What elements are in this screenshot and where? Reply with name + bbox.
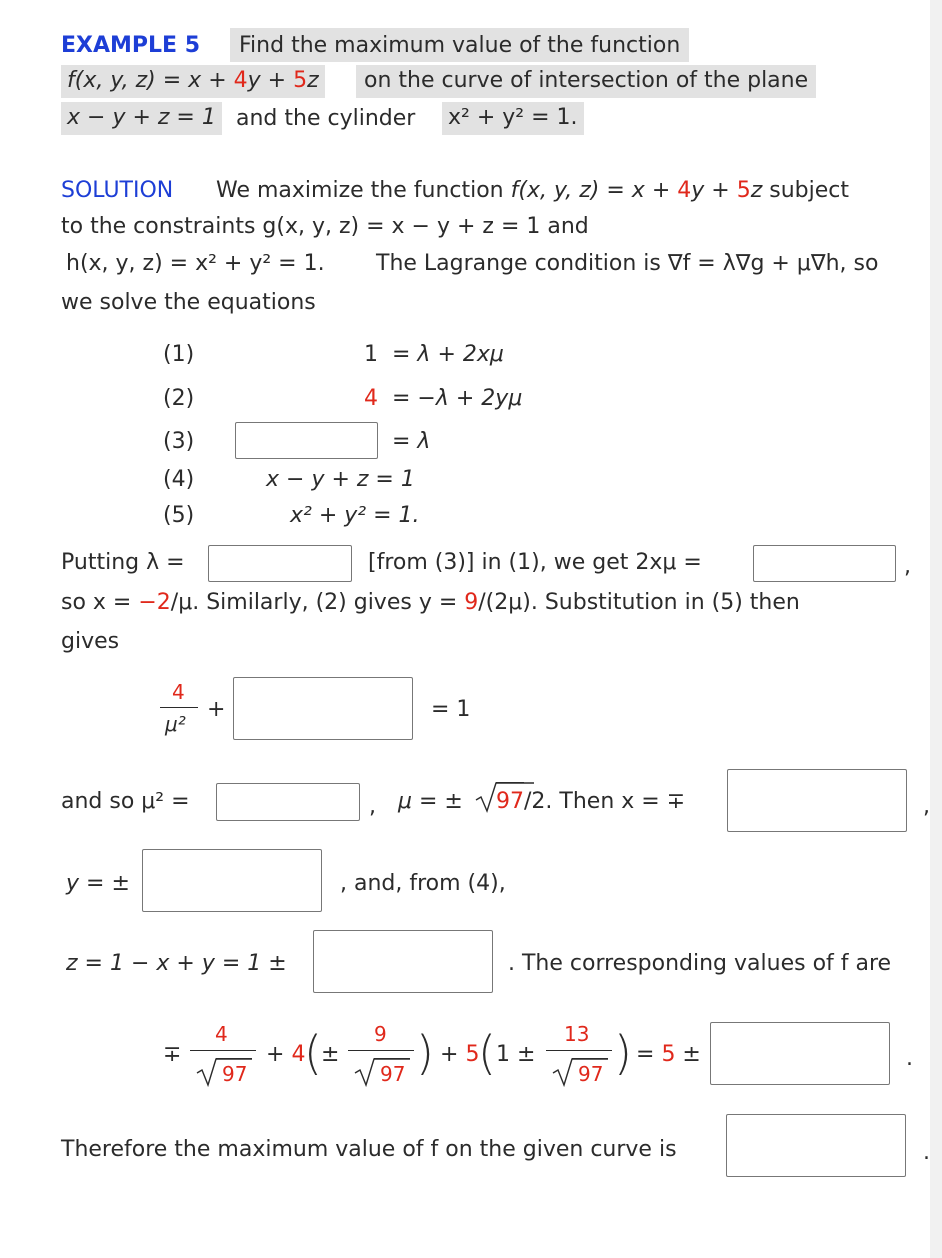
sqrt-icon xyxy=(474,781,498,813)
putting-text: Putting λ = xyxy=(61,550,185,575)
solution-line1 xyxy=(216,180,849,202)
mu-value: μ = ± xyxy=(398,789,463,814)
andso-text: and so μ² = xyxy=(61,789,190,814)
text: /(2μ). Substitution in (5) then xyxy=(478,590,800,615)
sqrt-icon xyxy=(552,1057,580,1087)
answer-input-mu-squared[interactable] xyxy=(216,783,360,821)
answer-input-substitution[interactable] xyxy=(233,677,413,740)
sqrt-bar xyxy=(496,782,524,783)
eq1-rhs: = λ + 2xμ xyxy=(392,342,504,367)
pm-sign: ± xyxy=(321,1042,340,1067)
example-label: EXAMPLE 5 xyxy=(61,33,201,58)
eq-number-4: (4) xyxy=(163,467,195,492)
right-paren: ) xyxy=(416,1026,434,1080)
sqrt-97: 97 xyxy=(496,789,524,814)
value-5: 5 xyxy=(661,1042,676,1067)
sqrt-bar xyxy=(374,1058,410,1059)
solution-text: We maximize the function xyxy=(216,178,511,203)
solution-text: subject xyxy=(762,178,849,203)
sqrt-icon xyxy=(196,1057,224,1087)
coef-4: 4 xyxy=(233,68,248,93)
example-function xyxy=(61,65,325,98)
frac1-numerator: 4 xyxy=(215,1022,228,1046)
eq-number-3: (3) xyxy=(163,429,195,454)
plus-sign: + xyxy=(207,697,226,722)
result-prefix xyxy=(636,1044,701,1066)
equals: = xyxy=(636,1042,662,1067)
example-prompt-line2: on the curve of intersection of the plane xyxy=(356,65,816,98)
plus-4 xyxy=(266,1044,305,1066)
answer-input-2xmu[interactable] xyxy=(753,545,896,582)
answer-input-y[interactable] xyxy=(142,849,322,912)
value-neg2: −2 xyxy=(138,590,171,615)
y-term: y + xyxy=(691,178,737,203)
answer-input-x[interactable] xyxy=(727,769,907,832)
eq-number-5: (5) xyxy=(163,503,195,528)
solution-line2: to the constraints g(x, y, z) = x − y + z = 1 and xyxy=(61,214,589,239)
solution-line4: we solve the equations xyxy=(61,290,316,315)
solution-label: SOLUTION xyxy=(61,178,174,203)
putting-text-2: [from (3)] in (1), we get 2xμ = xyxy=(368,550,702,575)
fraction-bar xyxy=(546,1050,612,1051)
text: /μ. Similarly, (2) gives y = xyxy=(170,590,465,615)
z-term: z xyxy=(307,68,319,93)
y-line-text: , and, from (4), xyxy=(340,871,506,896)
one-pm: 1 ± xyxy=(496,1042,536,1067)
answer-input-z[interactable] xyxy=(313,930,493,993)
cylinder-equation: x² + y² = 1. xyxy=(442,102,584,135)
fraction-bar xyxy=(348,1050,414,1051)
plus-5 xyxy=(440,1044,479,1066)
example-prompt-line3: and the cylinder xyxy=(236,106,416,131)
z-term: z xyxy=(750,178,763,203)
answer-input-max-value[interactable] xyxy=(726,1114,906,1177)
eq-number-1: (1) xyxy=(163,342,195,367)
eq5: x² + y² = 1. xyxy=(290,503,420,528)
then-x: /2. Then x = ∓ xyxy=(524,789,686,814)
eq4: x − y + z = 1 xyxy=(266,467,415,492)
y-value-label: y = ± xyxy=(66,871,130,896)
comma: , xyxy=(369,794,376,819)
coef-4: 4 xyxy=(677,178,692,203)
comma: , xyxy=(904,554,911,579)
text: so x = xyxy=(61,590,139,615)
frac2-denominator: 97 xyxy=(380,1062,406,1086)
putting-line2 xyxy=(61,592,800,614)
solution-line3-lagrange: The Lagrange condition is ∇f = λ∇g + μ∇h, so xyxy=(376,251,879,276)
frac3-numerator: 13 xyxy=(564,1022,590,1046)
right-paren: ) xyxy=(614,1026,632,1080)
z-line-text: . The corresponding values of f are xyxy=(508,951,892,976)
pm: ± xyxy=(675,1042,701,1067)
comma: , xyxy=(923,794,930,819)
f-lhs: f(x, y, z) = x + xyxy=(510,178,678,203)
sqrt-icon xyxy=(354,1057,382,1087)
eq2-lhs: 4 xyxy=(364,386,378,411)
f-lhs: f(x, y, z) = x + xyxy=(67,68,234,93)
eq2-rhs: = −λ + 2yμ xyxy=(392,386,523,411)
plus: + xyxy=(440,1042,466,1067)
putting-line3: gives xyxy=(61,629,120,654)
y-term: y + xyxy=(247,68,294,93)
solution-line3-h: h(x, y, z) = x² + y² = 1. xyxy=(66,251,325,276)
example-prompt-line1: Find the maximum value of the function xyxy=(230,28,689,62)
sqrt-bar xyxy=(572,1058,608,1059)
coef-4: 4 xyxy=(291,1042,306,1067)
frac-numerator: 4 xyxy=(172,680,185,704)
eq1-lhs: 1 xyxy=(364,342,378,367)
eq3-rhs: = λ xyxy=(392,429,431,454)
conclusion-text: Therefore the maximum value of f on the given curve is xyxy=(61,1137,677,1162)
fraction-bar xyxy=(190,1050,256,1051)
coef-5: 5 xyxy=(465,1042,480,1067)
eq-number-2: (2) xyxy=(163,386,195,411)
frac2-numerator: 9 xyxy=(374,1022,387,1046)
plus: + xyxy=(266,1042,292,1067)
answer-input-eq3[interactable] xyxy=(235,422,378,459)
period: . xyxy=(923,1140,930,1165)
z-value-label: z = 1 − x + y = 1 ± xyxy=(66,951,287,976)
left-paren: ( xyxy=(478,1026,496,1080)
left-paren: ( xyxy=(304,1026,322,1080)
answer-input-lambda[interactable] xyxy=(208,545,352,582)
period: . xyxy=(906,1046,913,1071)
fraction-bar xyxy=(160,707,198,708)
scrollbar[interactable] xyxy=(930,0,942,1258)
sqrt-bar xyxy=(216,1058,252,1059)
coef-5: 5 xyxy=(293,68,308,93)
frac3-denominator: 97 xyxy=(578,1062,604,1086)
equals-one: = 1 xyxy=(431,697,471,722)
answer-input-f-values[interactable] xyxy=(710,1022,890,1085)
frac-denominator: μ² xyxy=(165,712,186,736)
coef-5: 5 xyxy=(736,178,751,203)
plane-equation: x − y + z = 1 xyxy=(61,102,222,135)
frac1-denominator: 97 xyxy=(222,1062,248,1086)
value-9: 9 xyxy=(464,590,479,615)
mp-sign: ∓ xyxy=(163,1042,182,1067)
